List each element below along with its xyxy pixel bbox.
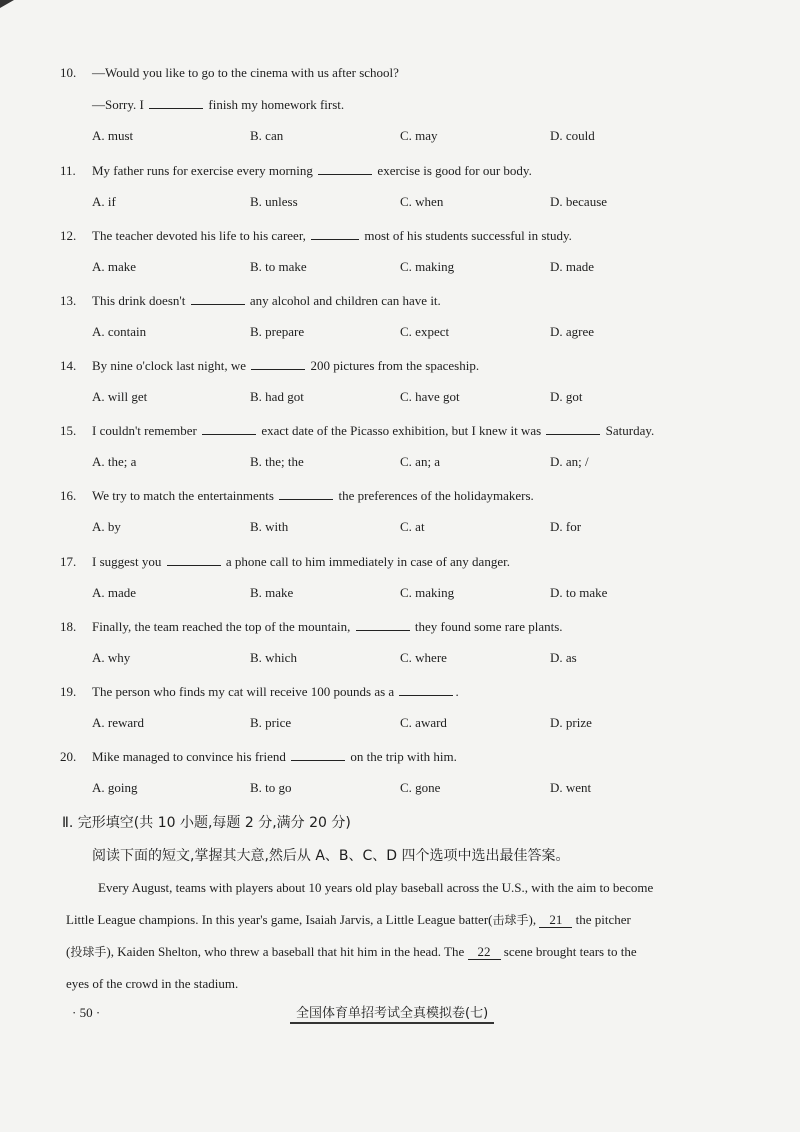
question-stem-post: on the trip with him. — [350, 749, 457, 764]
question-11 — [60, 162, 760, 212]
answer-blank — [191, 292, 245, 305]
question-stem-post: a phone call to him immediately in case of any danger. — [225, 554, 510, 569]
passage-line: eyes of the crowd in the stadium. — [66, 976, 239, 991]
option-a: A. if — [92, 194, 116, 209]
passage-gloss: 投球手 — [70, 945, 107, 959]
question-stem-mid: exact date of the Picasso exhibition, but I knew it was — [261, 423, 542, 438]
option-c: C. an; a — [400, 454, 441, 469]
question-stem-pre: I suggest you — [92, 554, 162, 569]
option-d: D. made — [550, 259, 595, 274]
option-d: D. as — [550, 650, 577, 665]
answer-blank — [546, 422, 600, 435]
option-a: A. reward — [92, 715, 144, 730]
question-stem-post: 200 pictures from the spaceship. — [310, 358, 480, 373]
question-stem-post: . — [455, 684, 459, 699]
passage-line — [66, 936, 714, 968]
answer-blank — [167, 553, 221, 566]
option-d: D. got — [550, 389, 583, 404]
option-b: B. unless — [250, 194, 298, 209]
question-stem-post: the preferences of the holidaymakers. — [338, 488, 534, 503]
passage-text: ), — [528, 912, 537, 927]
option-b: B. make — [250, 585, 294, 600]
option-b: B. had got — [250, 389, 304, 404]
question-stem-pre: Mike managed to convince his friend — [92, 749, 286, 764]
question-number: 12. — [60, 228, 77, 243]
question-stem-pre: I couldn't remember — [92, 423, 197, 438]
option-c: C. award — [400, 715, 447, 730]
option-d: D. because — [550, 194, 608, 209]
option-b: B. to go — [250, 780, 292, 795]
section-instructions: 阅读下面的短文,掌握其大意,然后从 A、B、C、D 四个选项中选出最佳答案。 — [92, 848, 570, 864]
answer-blank — [291, 748, 345, 761]
option-c: C. making — [400, 585, 455, 600]
option-b: B. with — [250, 519, 289, 534]
question-number: 16. — [60, 488, 77, 503]
question-number: 13. — [60, 293, 77, 308]
option-b: B. prepare — [250, 324, 305, 339]
question-number: 15. — [60, 423, 77, 438]
cloze-blank-21: 21 — [539, 913, 572, 928]
option-a: A. made — [92, 585, 137, 600]
answer-blank — [251, 357, 305, 370]
section-title: Ⅱ. 完形填空(共 10 小题,每题 2 分,满分 20 分) — [62, 815, 351, 831]
question-stem-pre: —Sorry. I — [92, 97, 144, 112]
option-a: A. make — [92, 259, 137, 274]
question-stem-pre: My father runs for exercise every morning — [92, 163, 313, 178]
question-stem-pre: By nine o'clock last night, we — [92, 358, 246, 373]
option-a: A. contain — [92, 324, 147, 339]
option-b: B. price — [250, 715, 292, 730]
question-stem-pre: We try to match the entertainments — [92, 488, 274, 503]
answer-blank — [318, 162, 372, 175]
question-number: 14. — [60, 358, 77, 373]
option-c: C. have got — [400, 389, 460, 404]
question-stem: —Would you like to go to the cinema with us after school? — [92, 65, 399, 80]
option-a: A. why — [92, 650, 131, 665]
question-stem-pre: This drink doesn't — [92, 293, 186, 308]
option-a: A. going — [92, 780, 138, 795]
option-c: C. may — [400, 128, 438, 143]
question-number: 20. — [60, 749, 77, 764]
question-stem-post: Saturday. — [605, 423, 655, 438]
question-number: 19. — [60, 684, 77, 699]
option-d: D. prize — [550, 715, 592, 730]
option-c: C. when — [400, 194, 444, 209]
cloze-blank-22: 22 — [468, 945, 501, 960]
option-d: D. an; / — [550, 454, 589, 469]
answer-blank — [356, 618, 410, 631]
question-20 — [60, 748, 760, 798]
option-c: C. at — [400, 519, 425, 534]
answer-blank — [399, 683, 453, 696]
answer-blank — [279, 487, 333, 500]
question-stem-pre: The person who finds my cat will receive 100 pounds as a — [92, 684, 395, 699]
option-d: D. could — [550, 128, 595, 143]
option-c: C. where — [400, 650, 447, 665]
question-14 — [60, 357, 760, 407]
question-stem-post: finish my homework first. — [208, 97, 345, 112]
question-stem-post: exercise is good for our body. — [377, 163, 532, 178]
footer-title: 全国体育单招考试全真模拟卷(七) — [290, 1002, 494, 1024]
page-number: · 50 · — [72, 1005, 101, 1020]
question-number: 18. — [60, 619, 77, 634]
passage-gloss: 击球手 — [492, 913, 529, 927]
option-d: D. agree — [550, 324, 595, 339]
question-stem-pre: The teacher devoted his life to his career, — [92, 228, 306, 243]
question-10 — [60, 64, 760, 146]
option-b: B. can — [250, 128, 284, 143]
answer-blank — [149, 96, 203, 109]
option-a: A. must — [92, 128, 134, 143]
question-stem-post: they found some rare plants. — [414, 619, 563, 634]
question-stem-pre: Finally, the team reached the top of the mountain, — [92, 619, 351, 634]
option-a: A. will get — [92, 389, 148, 404]
question-stem-post: most of his students successful in study. — [364, 228, 572, 243]
option-c: C. expect — [400, 324, 450, 339]
question-number: 11. — [60, 163, 76, 178]
option-b: B. which — [250, 650, 297, 665]
passage-text: Little League champions. In this year's game, Isaiah Jarvis, a Little League batter( — [66, 912, 493, 927]
answer-blank — [311, 227, 359, 240]
option-d: D. to make — [550, 585, 608, 600]
option-a: A. by — [92, 519, 121, 534]
passage-text: scene brought tears to the — [503, 944, 637, 959]
question-19 — [60, 683, 760, 733]
option-b: B. the; the — [250, 454, 304, 469]
passage-text: ( — [66, 944, 71, 959]
option-a: A. the; a — [92, 454, 137, 469]
question-12 — [60, 227, 760, 277]
option-c: C. making — [400, 259, 455, 274]
option-d: D. went — [550, 780, 592, 795]
passage-text: ), Kaiden Shelton, who threw a baseball that hit him in the head. The — [106, 944, 465, 959]
question-number: 17. — [60, 554, 77, 569]
question-18 — [60, 618, 760, 668]
corner-mark — [0, 0, 14, 8]
passage-line: Every August, teams with players about 10 years old play baseball across the U.S., with the aim to become — [98, 880, 654, 895]
cloze-passage — [66, 872, 714, 1000]
passage-line — [66, 904, 714, 936]
question-15 — [60, 422, 760, 472]
option-b: B. to make — [250, 259, 307, 274]
question-13 — [60, 292, 760, 342]
question-16 — [60, 487, 760, 537]
question-stem-post: any alcohol and children can have it. — [249, 293, 441, 308]
answer-blank — [202, 422, 256, 435]
question-number: 10. — [60, 65, 77, 80]
option-c: C. gone — [400, 780, 441, 795]
passage-text: the pitcher — [575, 912, 631, 927]
option-d: D. for — [550, 519, 582, 534]
question-17 — [60, 553, 760, 603]
